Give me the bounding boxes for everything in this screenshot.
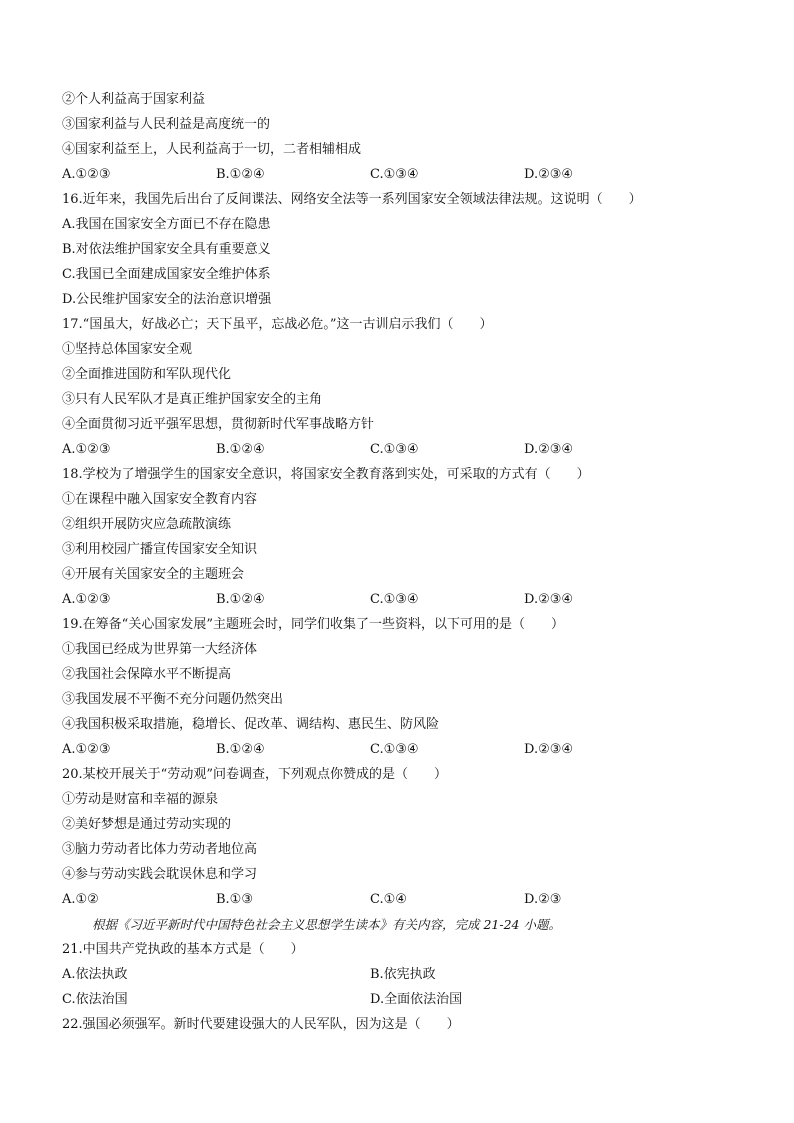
- option-b: B.依宪执政: [370, 967, 436, 982]
- q18-item-2: ②组织开展防灾应急疏散演练: [62, 517, 232, 532]
- option-a: A.①②③: [62, 442, 111, 457]
- option-c: C.①③④: [370, 742, 419, 757]
- q19-stem: 19.在筹备“关心国家发展”主题班会时，同学们收集了一些资料，以下可用的是（ ）: [62, 617, 564, 632]
- option-c: C.①④: [370, 892, 407, 907]
- q20-item-1: ①劳动是财富和幸福的源泉: [62, 792, 219, 807]
- q16-choice-a: A.我国在国家安全方面已不存在隐患: [62, 217, 271, 232]
- option-b: B.①②④: [216, 592, 265, 607]
- q18-item-1: ①在课程中融入国家安全教育内容: [62, 492, 258, 507]
- option-a: A.①②: [62, 892, 99, 907]
- q17-stem: 17.“国虽大，好战必亡；天下虽平，忘战必危。”这一古训启示我们（ ）: [62, 317, 493, 332]
- q18-stem: 18.学校为了增强学生的国家安全意识，将国家安全教育落到实处，可采取的方式有（ ）: [62, 467, 590, 482]
- q19-item-3: ③我国发展不平衡不充分问题仍然突出: [62, 692, 284, 707]
- q20-options: [62, 892, 722, 908]
- q20-item-4: ④参与劳动实践会耽误休息和学习: [62, 867, 258, 882]
- option-a: A.①②③: [62, 742, 111, 757]
- option-c: C.依法治国: [62, 992, 128, 1007]
- option-a: A.①②③: [62, 167, 111, 182]
- option-d: D.②③④: [524, 742, 574, 757]
- prev-item-3: ③国家利益与人民利益是高度统一的: [62, 117, 271, 132]
- q18-options: [62, 592, 722, 608]
- option-b: B.①②④: [216, 742, 265, 757]
- prev-options: [62, 167, 722, 183]
- q20-item-3: ③脑力劳动者比体力劳动者地位高: [62, 842, 258, 857]
- q21-stem: 21.中国共产党执政的基本方式是（ ）: [62, 942, 304, 957]
- q17-options: [62, 442, 722, 458]
- option-d: D.②③④: [524, 167, 574, 182]
- option-c: C.①③④: [370, 167, 419, 182]
- prev-item-4: ④国家利益至上，人民利益高于一切，二者相辅相成: [62, 142, 362, 157]
- q19-item-2: ②我国社会保障水平不断提高: [62, 667, 232, 682]
- option-c: C.①③④: [370, 592, 419, 607]
- option-d: D.②③④: [524, 442, 574, 457]
- q20-item-2: ②美好梦想是通过劳动实现的: [62, 817, 232, 832]
- q19-item-4: ④我国积极采取措施，稳增长、促改革、调结构、惠民生、防风险: [62, 717, 440, 732]
- q16-choice-b: B.对依法维护国家安全具有重要意义: [62, 242, 271, 257]
- option-a: A.依法执政: [62, 967, 128, 982]
- q21-options-row-2: [62, 992, 722, 1008]
- q17-item-4: ④全面贯彻习近平强军思想，贯彻新时代军事战略方针: [62, 417, 375, 432]
- option-b: B.①②④: [216, 442, 265, 457]
- prev-item-2: ②个人利益高于国家利益: [62, 92, 206, 107]
- q18-item-3: ③利用校园广播宣传国家安全知识: [62, 542, 258, 557]
- q17-item-1: ①坚持总体国家安全观: [62, 342, 193, 357]
- q16-choice-c: C.我国已全面建成国家安全维护体系: [62, 267, 271, 282]
- option-b: B.①②④: [216, 167, 265, 182]
- q17-item-2: ②全面推进国防和军队现代化: [62, 367, 232, 382]
- section-instruction: 根据《习近平新时代中国特色社会主义思想学生读本》有关内容，完成 21-24 小题。: [92, 917, 561, 932]
- q19-options: [62, 742, 722, 758]
- q16-choice-d: D.公民维护国家安全的法治意识增强: [62, 292, 272, 307]
- q20-stem: 20.某校开展关于“劳动观”问卷调查，下列观点你赞成的是（ ）: [62, 767, 447, 782]
- q22-stem: 22.强国必须强军。新时代要建设强大的人民军队，因为这是（ ）: [62, 1017, 460, 1032]
- option-b: B.①③: [216, 892, 253, 907]
- option-c: C.①③④: [370, 442, 419, 457]
- q18-item-4: ④开展有关国家安全的主题班会: [62, 567, 245, 582]
- option-d: D.全面依法治国: [370, 992, 463, 1007]
- q17-item-3: ③只有人民军队才是真正维护国家安全的主角: [62, 392, 323, 407]
- option-d: D.②③④: [524, 592, 574, 607]
- q21-options-row-1: [62, 967, 722, 983]
- q19-item-1: ①我国已经成为世界第一大经济体: [62, 642, 258, 657]
- option-d: D.②③: [524, 892, 562, 907]
- option-a: A.①②③: [62, 592, 111, 607]
- q16-stem: 16.近年来，我国先后出台了反间谍法、网络安全法等一系列国家安全领域法律法规。这说明（ ）: [62, 192, 642, 207]
